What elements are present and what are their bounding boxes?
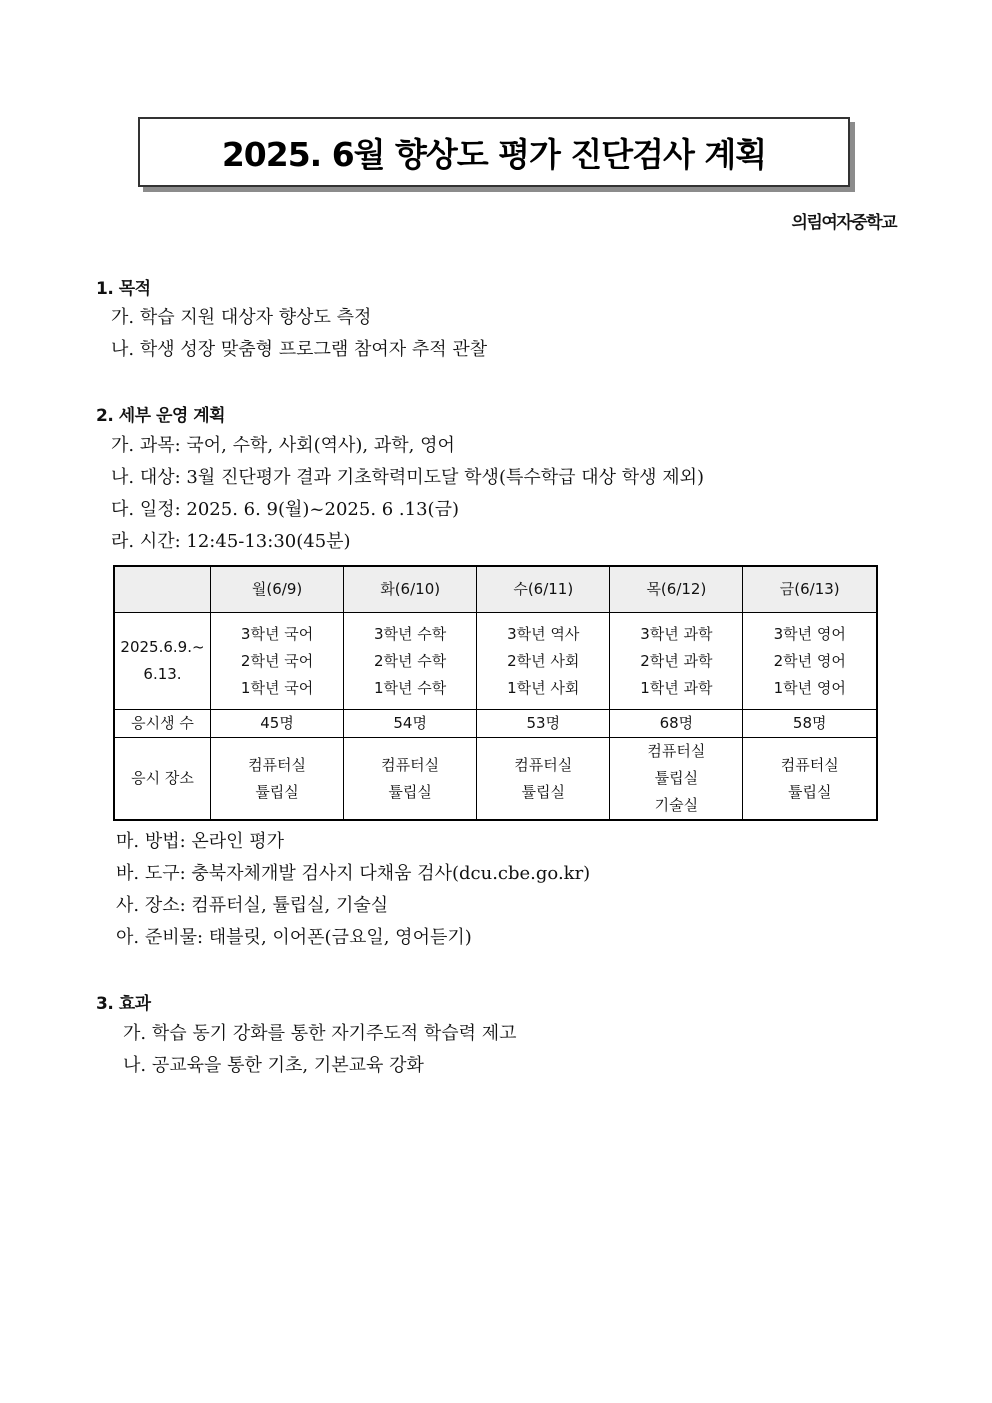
- plan-item: 마. 방법: 온라인 평가: [116, 831, 285, 852]
- subject-cell: [743, 613, 877, 710]
- table-corner-cell: [114, 566, 211, 613]
- subject-line: 1학년 사회: [507, 678, 580, 697]
- place-line: 튤립실: [388, 782, 432, 801]
- subject-line: 1학년 영어: [773, 678, 846, 697]
- document-title: 2025. 6월 향상도 평가 진단검사 계획: [221, 134, 767, 174]
- place-cell: [344, 738, 477, 821]
- period-line: 6.13.: [143, 665, 182, 683]
- count-cell: 53명: [477, 710, 610, 738]
- schedule-table: [113, 565, 878, 821]
- subject-cell: [477, 613, 610, 710]
- day-header: 월(6/9): [211, 566, 344, 613]
- period-cell: [114, 613, 211, 710]
- plan-item: 다. 일정: 2025. 6. 9(월)~2025. 6 .13(금): [111, 499, 459, 520]
- place-line: 튤립실: [654, 769, 699, 787]
- place-cell: [610, 738, 743, 821]
- section-1-heading: 1. 목적: [96, 279, 151, 299]
- table-row: [114, 613, 877, 710]
- purpose-item: 가. 학습 지원 대상자 향상도 측정: [111, 307, 372, 328]
- count-cell: 58명: [743, 710, 877, 738]
- place-line: 컴퓨터실: [248, 755, 307, 774]
- count-cell: 68명: [610, 710, 743, 738]
- table-row: [114, 710, 877, 738]
- place-cell: [743, 738, 877, 821]
- subject-line: 2학년 국어: [240, 651, 314, 670]
- table-header-row: [114, 566, 877, 613]
- subject-line: 2학년 사회: [507, 651, 580, 670]
- subject-cell: [211, 613, 344, 710]
- subject-line: 3학년 수학: [374, 624, 447, 643]
- count-cell: 54명: [344, 710, 477, 738]
- day-header: 수(6/11): [477, 566, 610, 613]
- place-line: 컴퓨터실: [381, 755, 440, 774]
- section-3-heading: 3. 효과: [96, 994, 151, 1014]
- table-row: [114, 738, 877, 821]
- section-2-heading: 2. 세부 운영 계획: [96, 406, 226, 426]
- school-name: 의림여자중학교: [791, 213, 896, 233]
- place-line: 튤립실: [521, 782, 566, 801]
- effect-item: 나. 공교육을 통한 기초, 기본교육 강화: [123, 1055, 424, 1076]
- subject-line: 1학년 수학: [374, 678, 447, 697]
- place-cell: [211, 738, 344, 821]
- place-line: 튤립실: [255, 782, 299, 801]
- plan-item: 나. 대상: 3월 진단평가 결과 기초학력미도달 학생(특수학급 대상 학생 제외): [111, 467, 705, 488]
- subject-line: 1학년 과학: [640, 678, 713, 697]
- day-header: 화(6/10): [344, 566, 477, 613]
- subject-line: 3학년 국어: [240, 624, 314, 643]
- place-cell: [477, 738, 610, 821]
- effect-item: 가. 학습 동기 강화를 통한 자기주도적 학습력 제고: [123, 1023, 517, 1044]
- subject-line: 2학년 수학: [374, 651, 447, 670]
- place-line: 기술실: [654, 796, 699, 814]
- purpose-item: 나. 학생 성장 맞춤형 프로그램 참여자 추적 관찰: [111, 339, 488, 360]
- subject-line: 2학년 과학: [640, 651, 713, 670]
- count-cell: 45명: [211, 710, 344, 738]
- subject-cell: [610, 613, 743, 710]
- subject-line: 1학년 국어: [240, 678, 314, 697]
- title-box: [138, 117, 850, 187]
- subject-line: 3학년 영어: [773, 624, 846, 643]
- place-line: 컴퓨터실: [647, 742, 706, 760]
- plan-item: 아. 준비물: 태블릿, 이어폰(금요일, 영어듣기): [116, 927, 472, 948]
- plan-item: 바. 도구: 충북자체개발 검사지 다채움 검사(dcu.cbe.go.kr): [116, 863, 591, 884]
- period-line: 2025.6.9.~: [120, 638, 205, 656]
- place-line: 컴퓨터실: [780, 755, 839, 774]
- place-line: 튤립실: [787, 782, 832, 801]
- subject-line: 3학년 과학: [640, 624, 713, 643]
- subject-cell: [344, 613, 477, 710]
- subject-line: 3학년 역사: [507, 624, 580, 643]
- plan-item: 사. 장소: 컴퓨터실, 튤립실, 기술실: [116, 895, 389, 916]
- plan-item: 가. 과목: 국어, 수학, 사회(역사), 과학, 영어: [111, 435, 455, 456]
- count-label: 응시생 수: [114, 710, 211, 738]
- subject-line: 2학년 영어: [773, 651, 846, 670]
- place-label: 응시 장소: [114, 738, 211, 821]
- day-header: 목(6/12): [610, 566, 743, 613]
- place-line: 컴퓨터실: [514, 755, 573, 774]
- day-header: 금(6/13): [743, 566, 877, 613]
- plan-item: 라. 시간: 12:45-13:30(45분): [111, 531, 351, 552]
